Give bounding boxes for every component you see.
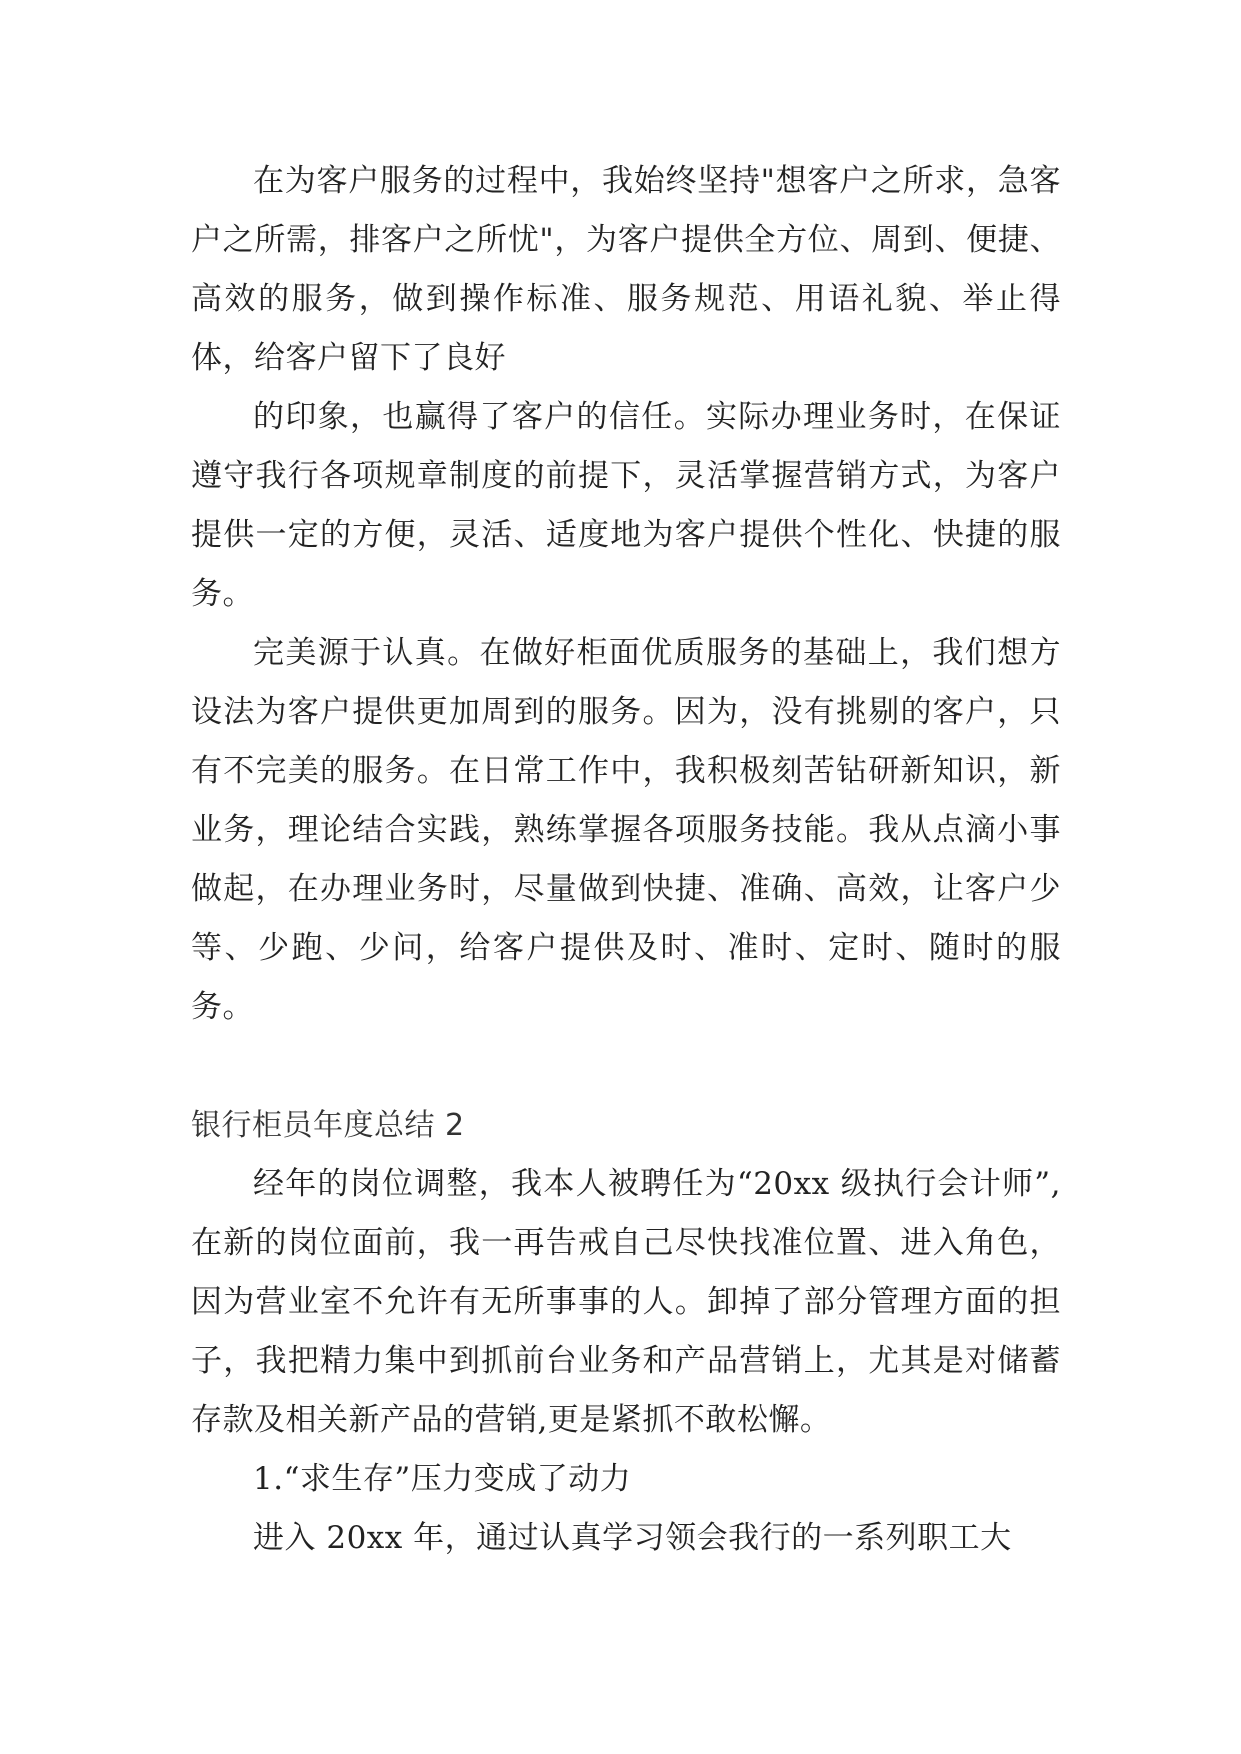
- document-body: [191, 152, 1061, 1568]
- paragraph-perfection: 完美源于认真。在做好柜面优质服务的基础上，我们想方设法为客户提供更加周到的服务。因为，没有挑剔的客户，只有不完美的服务。在日常工作中，我积极刻苦钻研新知识，新业务，理论结合实践，熟练掌握各项服务技能。我从点滴小事做起，在办理业务时，尽量做到快捷、准确、高效，让客户少等、少跑、少问，给客户提供及时、准时、定时、随时的服务。: [191, 635, 1061, 1025]
- paragraph-customer-trust: 的印象，也赢得了客户的信任。实际办理业务时，在保证遵守我行各项规章制度的前提下，灵活掌握营销方式，为客户提供一定的方便，灵活、适度地为客户提供个性化、快捷的服务。: [191, 399, 1061, 612]
- subheading-pressure-to-motivation: 1.“求生存”压力变成了动力: [253, 1461, 632, 1497]
- paragraph-entering-year: 进入 20xx 年，通过认真学习领会我行的一系列职工大: [253, 1520, 1012, 1556]
- paragraph-service-commitment: 在为客户服务的过程中，我始终坚持"想客户之所求，急客户之所需，排客户之所忧"，为客户提供全方位、周到、便捷、高效的服务，做到操作标准、服务规范、用语礼貌、举止得体，给客户留下了良好: [191, 163, 1061, 376]
- paragraph-position-adjustment: 经年的岗位调整，我本人被聘任为“20xx 级执行会计师”,在新的岗位面前，我一再告戒自己尽快找准位置、进入角色，因为营业室不允许有无所事事的人。卸掉了部分管理方面的担子，我把精力集中到抓前台业务和产品营销上，尤其是对储蓄存款及相关新产品的营销,更是紧抓不敢松懈。: [191, 1166, 1061, 1438]
- section-heading: 银行柜员年度总结 2: [191, 1108, 465, 1143]
